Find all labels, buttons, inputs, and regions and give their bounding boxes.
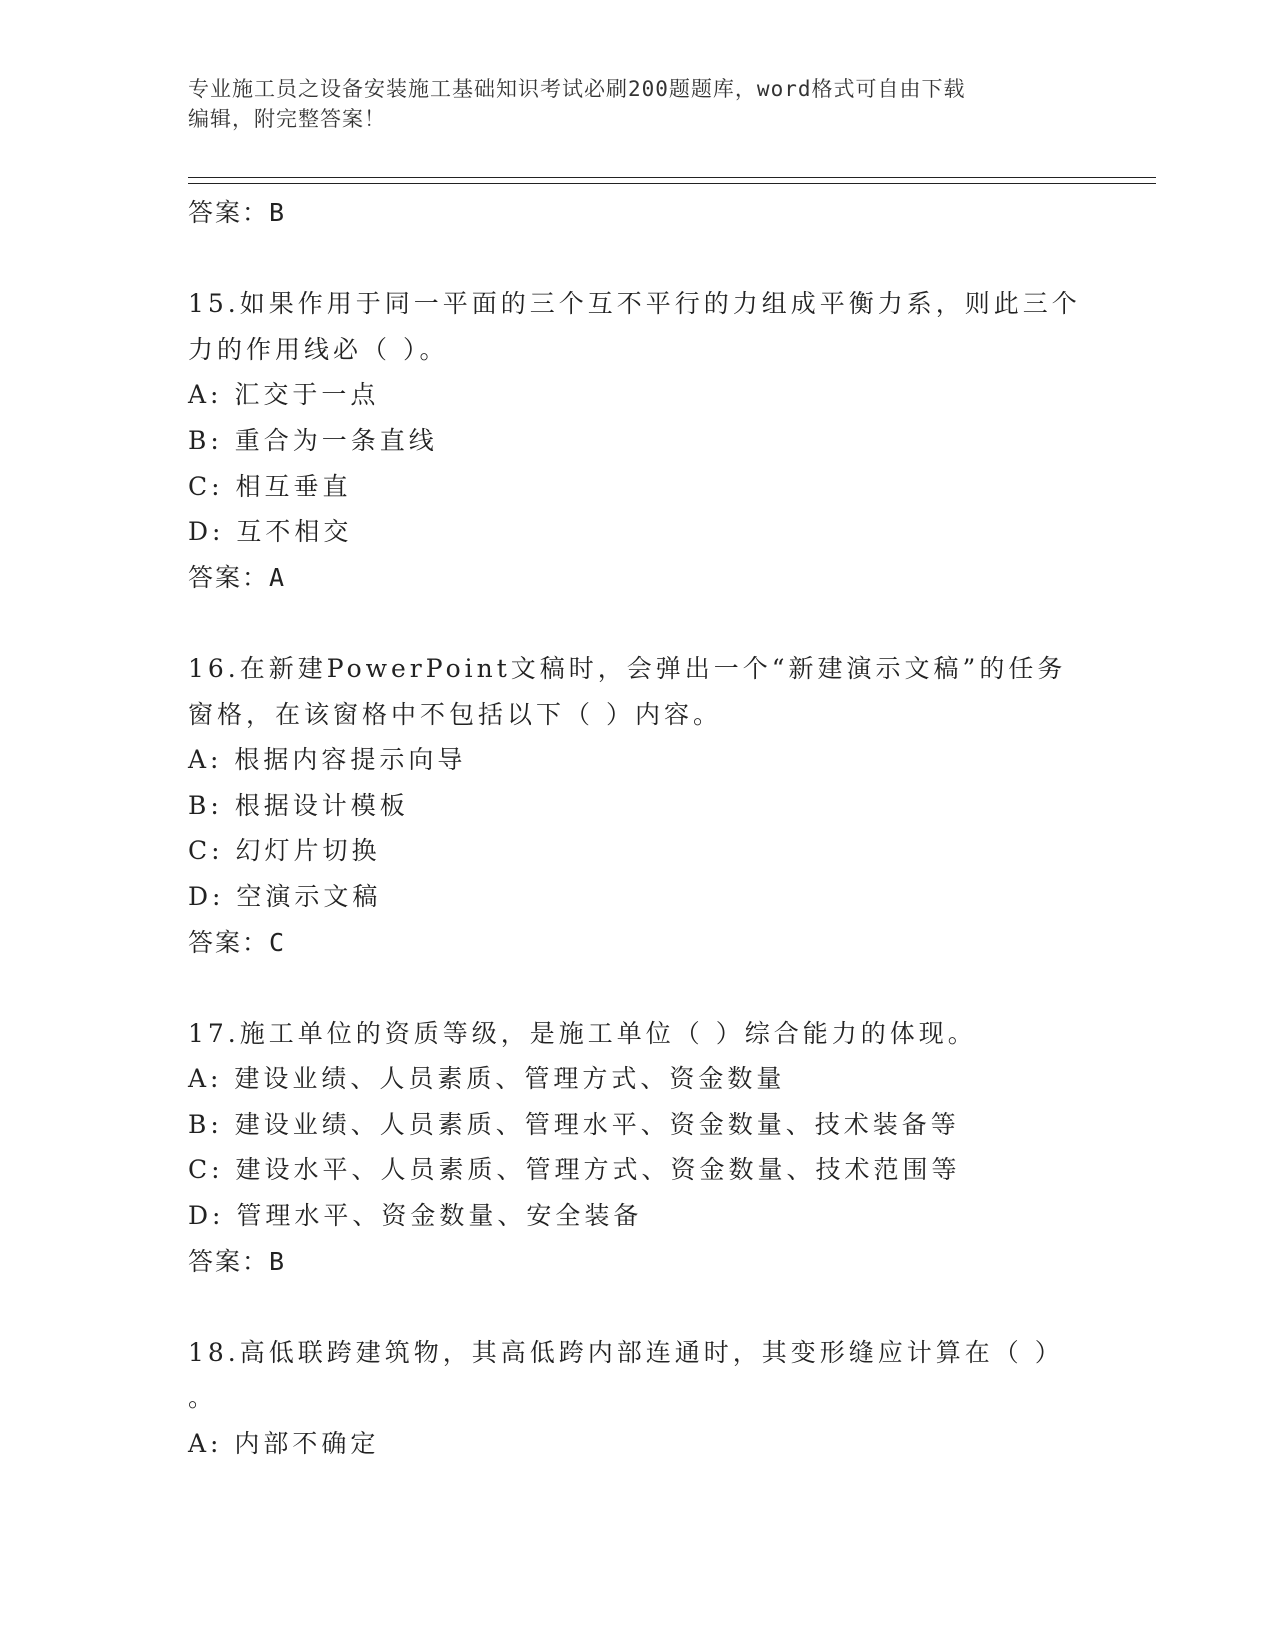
- option-d: D: 互不相交: [188, 517, 353, 547]
- option-d: D: 管理水平、资金数量、安全装备: [188, 1201, 643, 1231]
- option-a: A: 建设业绩、人员素质、管理方式、资金数量: [188, 1064, 786, 1094]
- option-c: C: 幻灯片切换: [188, 836, 381, 866]
- question-15: [188, 281, 1156, 600]
- question-stem: 15.如果作用于同一平面的三个互不平行的力组成平衡力系，则此三个: [188, 289, 1081, 319]
- header-line-2: 编辑，附完整答案！: [188, 107, 386, 131]
- option-c: C: 建设水平、人员素质、管理方式、资金数量、技术范围等: [188, 1155, 961, 1185]
- spacer: [188, 236, 1156, 282]
- header-rule-bottom: [188, 183, 1156, 184]
- option-b: B: 重合为一条直线: [188, 425, 438, 455]
- option-a: A: 汇交于一点: [188, 380, 380, 410]
- question-list: [188, 190, 1156, 1467]
- answer: 答案：B: [188, 1246, 287, 1276]
- option-a: A: 根据内容提示向导: [188, 745, 467, 775]
- previous-answer: 答案：B: [188, 198, 287, 227]
- spacer: [188, 600, 1156, 646]
- question-stem: 16.在新建PowerPoint文稿时，会弹出一个“新建演示文稿”的任务: [188, 653, 1067, 683]
- question-17: [188, 1011, 1156, 1285]
- answer: 答案：A: [188, 562, 287, 592]
- option-a: A: 内部不确定: [188, 1429, 380, 1459]
- answer: 答案：C: [188, 927, 287, 957]
- spacer: [188, 965, 1156, 1011]
- option-d: D: 空演示文稿: [188, 881, 382, 911]
- option-b: B: 建设业绩、人员素质、管理水平、资金数量、技术装备等: [188, 1109, 960, 1139]
- question-stem-cont: 。: [188, 1383, 218, 1413]
- header-line-1: 专业施工员之设备安装施工基础知识考试必刷200题题库，word格式可自由下载: [188, 77, 966, 101]
- document-header: [188, 74, 1088, 134]
- question-stem-cont: 窗格，在该窗格中不包括以下（ ）内容。: [188, 699, 722, 729]
- header-rule-top: [188, 177, 1156, 178]
- question-16: [188, 646, 1156, 965]
- question-stem-cont: 力的作用线必（ ）。: [188, 334, 449, 364]
- question-stem: 17.施工单位的资质等级，是施工单位（ ）综合能力的体现。: [188, 1018, 977, 1048]
- question-stem: 18.高低联跨建筑物，其高低跨内部连通时，其变形缝应计算在（ ）: [188, 1337, 1064, 1367]
- spacer: [188, 1284, 1156, 1330]
- option-b: B: 根据设计模板: [188, 790, 409, 820]
- option-c: C: 相互垂直: [188, 471, 352, 501]
- question-18: [188, 1330, 1156, 1467]
